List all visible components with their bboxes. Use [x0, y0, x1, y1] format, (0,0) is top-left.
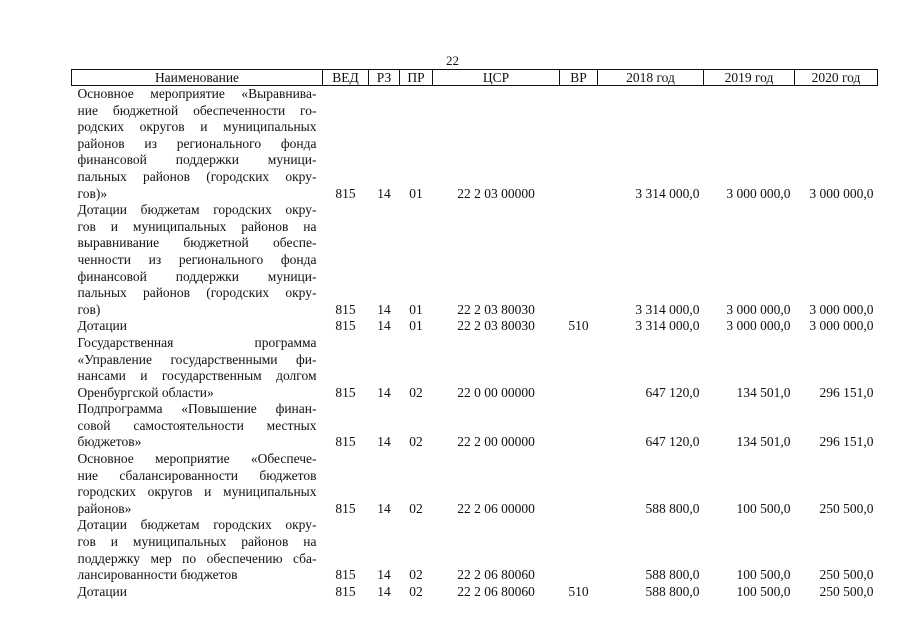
row-name-line: поддержку мер по обеспечению сба- [77, 550, 317, 566]
header-ved: ВЕД [323, 70, 369, 86]
row-name-line: пальных районов (городских окру- [77, 285, 317, 301]
cell-ved: 815 [335, 567, 356, 583]
cell-ved: 815 [335, 434, 356, 450]
cell-2018: 647 120,0 [645, 384, 700, 400]
row-name-line: Дотации бюджетам городских окру- [77, 517, 317, 533]
cell-ved: 815 [335, 301, 356, 317]
cell-rz: 14 [377, 318, 391, 334]
cell-pr: 02 [409, 434, 423, 450]
row-name-line: Государственная программа [77, 334, 317, 350]
row-name-line: гов)» [77, 185, 108, 201]
cell-vr [560, 517, 598, 583]
row-name-line: ченности из регионального фонда [77, 251, 317, 267]
table-row [72, 401, 878, 451]
row-name-line: ние сбалансированности бюджетов [77, 467, 317, 483]
row-name-line: гов и муниципальных районов на [77, 534, 317, 550]
row-name-line: нансами и государственным долгом [77, 368, 317, 384]
cell-rz: 14 [377, 301, 391, 317]
cell-vr [560, 86, 598, 203]
row-name [72, 86, 323, 203]
cell-2019: 100 500,0 [736, 583, 791, 599]
row-name-line: городских округов и муниципальных [77, 484, 317, 500]
row-name [72, 318, 323, 335]
cell-2020: 3 000 000,0 [809, 185, 874, 201]
cell-2018: 3 314 000,0 [635, 301, 700, 317]
cell-pr: 02 [409, 583, 423, 599]
cell-2019: 3 000 000,0 [726, 301, 791, 317]
cell-vr [560, 401, 598, 451]
row-name-line: пальных районов (городских окру- [77, 168, 317, 184]
cell-ved: 815 [335, 583, 356, 599]
cell-2018: 588 800,0 [645, 500, 700, 516]
table-row [72, 202, 878, 318]
cell-2020: 250 500,0 [819, 583, 874, 599]
row-name-line: Оренбургской области» [77, 384, 214, 400]
row-name [72, 202, 323, 318]
row-name [72, 584, 323, 601]
cell-rz: 14 [377, 434, 391, 450]
cell-ved: 815 [335, 384, 356, 400]
row-name-line: совой самостоятельности местных [77, 417, 317, 433]
header-2020: 2020 год [795, 70, 878, 86]
row-name-line: гов и муниципальных районов на [77, 218, 317, 234]
cell-vr [560, 202, 598, 318]
cell-csr: 22 2 03 00000 [457, 185, 535, 201]
cell-rz: 14 [377, 500, 391, 516]
cell-csr: 22 0 00 00000 [457, 384, 535, 400]
cell-csr: 22 2 06 00000 [457, 500, 535, 516]
cell-ved: 815 [335, 500, 356, 516]
table-row [72, 86, 878, 203]
table-row [72, 584, 878, 601]
cell-2020: 296 151,0 [819, 384, 874, 400]
row-name-line: Дотации [77, 583, 128, 599]
cell-2020: 250 500,0 [819, 500, 874, 516]
table-row [72, 335, 878, 401]
cell-csr: 22 2 06 80060 [457, 567, 535, 583]
cell-ved: 815 [335, 185, 356, 201]
budget-table [71, 69, 878, 600]
cell-pr: 02 [409, 384, 423, 400]
cell-pr: 01 [409, 185, 423, 201]
header-rz: РЗ [369, 70, 400, 86]
cell-2018: 588 800,0 [645, 583, 700, 599]
row-name-line: Дотации бюджетам городских окру- [77, 202, 317, 218]
cell-2020: 3 000 000,0 [809, 301, 874, 317]
cell-rz: 14 [377, 583, 391, 599]
cell-2019: 134 501,0 [736, 434, 791, 450]
cell-vr [560, 335, 598, 401]
row-name [72, 517, 323, 583]
cell-rz: 14 [377, 567, 391, 583]
cell-2018: 647 120,0 [645, 434, 700, 450]
cell-2019: 100 500,0 [736, 567, 791, 583]
cell-2020: 250 500,0 [819, 567, 874, 583]
page-number: 22 [446, 53, 459, 68]
cell-csr: 22 2 00 00000 [457, 434, 535, 450]
cell-pr: 02 [409, 567, 423, 583]
cell-2020: 296 151,0 [819, 434, 874, 450]
header-2018: 2018 год [598, 70, 704, 86]
row-name-line: лансированности бюджетов [77, 567, 238, 583]
table-body [72, 86, 878, 601]
table-header-row [72, 70, 878, 86]
header-vr: ВР [560, 70, 598, 86]
header-name: Наименование [72, 70, 323, 86]
row-name-line: Основное мероприятие «Обеспече- [77, 451, 317, 467]
row-name-line: районов» [77, 500, 132, 516]
row-name-line: финансовой поддержки муници- [77, 152, 317, 168]
cell-2019: 3 000 000,0 [726, 318, 791, 334]
row-name-line: районов из регионального фонда [77, 135, 317, 151]
cell-csr: 22 2 06 80060 [457, 583, 535, 599]
row-name-line: Подпрограмма «Повышение финан- [77, 401, 317, 417]
cell-pr: 02 [409, 500, 423, 516]
header-pr: ПР [400, 70, 433, 86]
cell-pr: 01 [409, 318, 423, 334]
cell-2019: 134 501,0 [736, 384, 791, 400]
cell-csr: 22 2 03 80030 [457, 318, 535, 334]
cell-2019: 3 000 000,0 [726, 185, 791, 201]
row-name-line: бюджетов» [77, 434, 142, 450]
row-name [72, 451, 323, 517]
row-name-line: выравнивание бюджетной обеспе- [77, 235, 317, 251]
table-row [72, 517, 878, 583]
cell-pr: 01 [409, 301, 423, 317]
cell-2020: 3 000 000,0 [809, 318, 874, 334]
cell-rz: 14 [377, 384, 391, 400]
header-csr: ЦСР [433, 70, 560, 86]
row-name-line: финансовой поддержки муници- [77, 268, 317, 284]
cell-2018: 3 314 000,0 [635, 185, 700, 201]
cell-vr [560, 451, 598, 517]
cell-2019: 100 500,0 [736, 500, 791, 516]
row-name-line: гов) [77, 301, 101, 317]
table-row [72, 451, 878, 517]
row-name-line: «Управление государственными фи- [77, 351, 317, 367]
table-row [72, 318, 878, 335]
row-name [72, 401, 323, 451]
row-name-line: ние бюджетной обеспеченности го- [77, 102, 317, 118]
cell-rz: 14 [377, 185, 391, 201]
header-2019: 2019 год [704, 70, 795, 86]
row-name [72, 335, 323, 401]
row-name-line: родских округов и муниципальных [77, 119, 317, 135]
row-name-line: Дотации [77, 318, 128, 334]
row-name-line: Основное мероприятие «Выравнива- [77, 86, 317, 101]
cell-csr: 22 2 03 80030 [457, 301, 535, 317]
cell-ved: 815 [335, 318, 356, 334]
cell-2018: 3 314 000,0 [635, 318, 700, 334]
cell-2018: 588 800,0 [645, 567, 700, 583]
cell-vr: 510 [568, 318, 589, 334]
cell-vr: 510 [568, 583, 589, 599]
